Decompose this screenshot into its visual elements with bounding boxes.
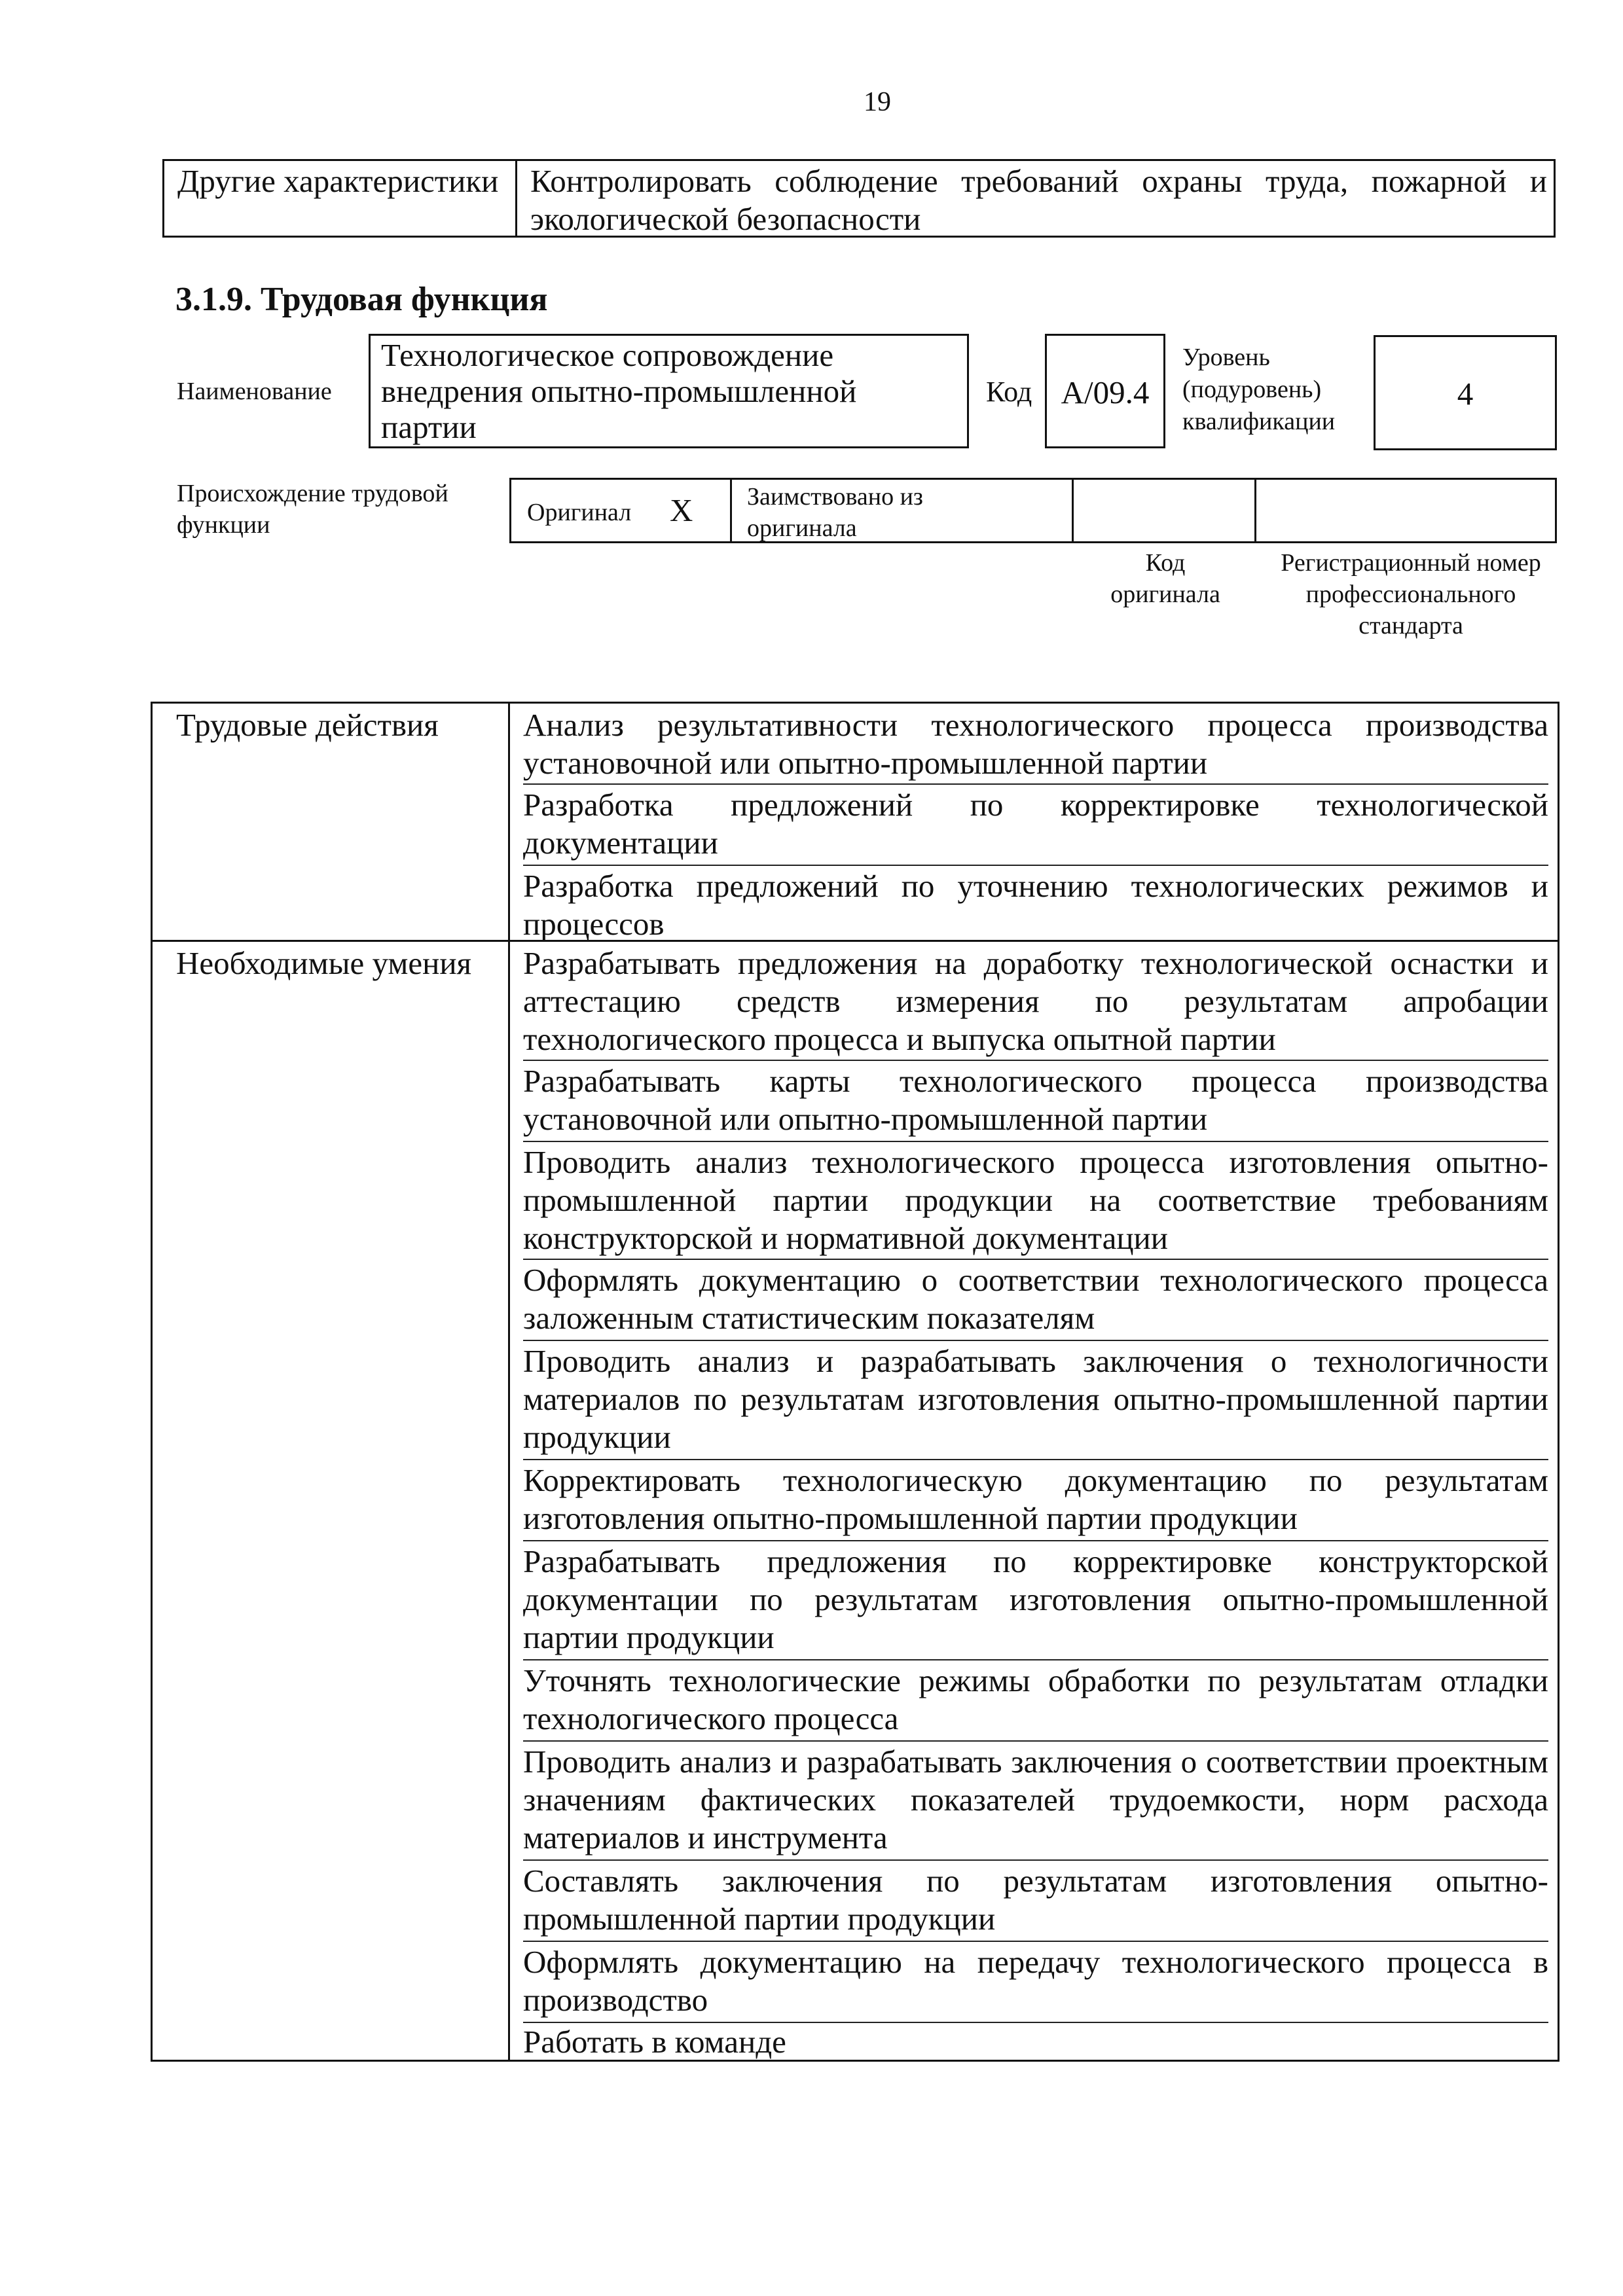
borrowed-label: Заимствовано из оригинала <box>747 483 923 542</box>
code-original-caption: Код оригинала <box>1110 549 1220 608</box>
level-box <box>1374 335 1557 450</box>
original-label: Оригинал <box>527 499 632 526</box>
skill-item: Уточнять технологические режимы обработки по результатам отладки технологического процесса <box>523 1662 1548 1736</box>
origin-divider-2 <box>1072 480 1074 541</box>
skill-item: Разрабатывать предложения на доработку технологической оснастки и аттестацию средств измерения по результатам апробации технологического процесса и выпуска опытной партии <box>523 945 1548 1057</box>
function-name-box <box>369 334 969 448</box>
level-label: Уровень (подуровень) квалификации <box>1182 344 1336 435</box>
row-separator <box>523 1941 1548 1942</box>
labor-action-item: Разработка предложений по уточнению технологических режимов и процессов <box>523 868 1548 942</box>
row-separator <box>523 1740 1548 1742</box>
name-label: Наименование <box>177 378 332 405</box>
skill-item: Составлять заключения по результатам изготовления опытно-промышленной партии продукции <box>523 1863 1548 1937</box>
origin-divider-3 <box>1254 480 1256 541</box>
skill-item: Оформлять документацию на передачу технологического процесса в производство <box>523 1944 1548 2018</box>
level-value: 4 <box>1457 376 1474 412</box>
section-title: 3.1.9. Трудовая функция <box>175 281 548 318</box>
code-label: Код <box>986 376 1032 408</box>
row-separator <box>523 1060 1548 1061</box>
skill-item: Разрабатывать карты технологического процесса производства установочной или опытно-промышленной партии <box>523 1063 1548 1137</box>
column-divider <box>508 704 510 2060</box>
row-separator <box>523 1141 1548 1142</box>
page-number: 19 <box>864 87 891 117</box>
other-characteristics-table <box>162 159 1556 238</box>
other-characteristics-label: Другие характеристики <box>164 161 517 236</box>
origin-divider-1 <box>730 480 732 541</box>
row-separator <box>523 1340 1548 1341</box>
skill-item: Проводить анализ технологического процесса изготовления опытно-промышленной партии продукции на соответствие требованиям конструкторской и нормативной документации <box>523 1144 1548 1256</box>
registration-number-caption: Регистрационный номер профессионального стандарта <box>1281 549 1541 639</box>
row-separator <box>523 1259 1548 1260</box>
skill-item: Работать в команде <box>523 2024 786 2060</box>
row-separator <box>523 1659 1548 1660</box>
function-details-table <box>151 702 1559 2062</box>
origin-table <box>509 478 1557 543</box>
original-mark: X <box>670 492 693 528</box>
row-separator <box>523 1859 1548 1861</box>
row-separator <box>523 783 1548 785</box>
origin-label: Происхождение трудовой функции <box>177 480 448 539</box>
code-value: A/09.4 <box>1061 374 1150 410</box>
function-name-value: Технологическое сопровождение внедрения опытно-промышленной партии <box>381 337 857 445</box>
row-separator <box>523 865 1548 866</box>
code-box <box>1045 334 1165 448</box>
skill-item: Оформлять документацию о соответствии технологического процесса заложенным статистическим показателям <box>523 1262 1548 1336</box>
labor-action-item: Анализ результативности технологического процесса производства установочной или опытно-промышленной партии <box>523 707 1548 781</box>
row-separator <box>523 1459 1548 1460</box>
skill-item: Проводить анализ и разрабатывать заключения о соответствии проектным значениям фактических показателей трудоемкости, норм расхода материалов и инструмента <box>523 1744 1548 1856</box>
required-skills-label: Необходимые умения <box>176 945 472 981</box>
skill-item: Корректировать технологическую документацию по результатам изготовления опытно-промышленной партии продукции <box>523 1462 1548 1536</box>
skill-item: Проводить анализ и разрабатывать заключения о технологичности материалов по результатам изготовления опытно-промышленной партии продукции <box>523 1343 1548 1455</box>
other-characteristics-value: Контролировать соблюдение требований охраны труда, пожарной и экологической безопасности <box>530 163 1547 237</box>
labor-actions-label: Трудовые действия <box>176 707 439 743</box>
row-separator <box>523 1540 1548 1541</box>
skill-item: Разрабатывать предложения по корректировке конструкторской документации по результатам изготовления опытно-промышленной партии продукции <box>523 1543 1548 1655</box>
labor-action-item: Разработка предложений по корректировке технологической документации <box>523 787 1548 861</box>
